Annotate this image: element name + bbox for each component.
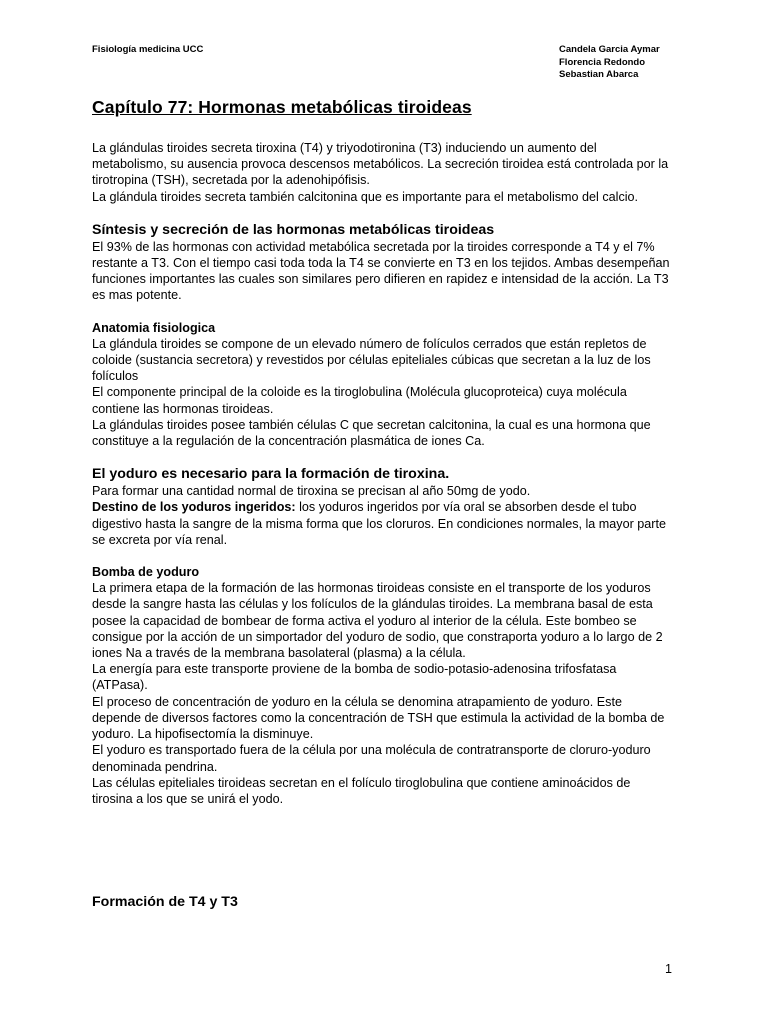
section-heading-sintesis: Síntesis y secreción de las hormonas metabólicas tiroideas xyxy=(92,221,495,238)
intro-paragraph: La glándula tiroides secreta también calcitonina que es importante para el metabolismo del calcio. xyxy=(92,189,639,204)
body-paragraph: El componente principal de la coloide es la tiroglobulina (Molécula glucoproteica) cuya molécula contiene las hormonas tiroideas. xyxy=(92,385,627,416)
author-name: Candela Garcia Aymar xyxy=(559,44,660,55)
subheading-bomba: Bomba de yoduro xyxy=(92,565,200,580)
header-course: Fisiología medicina UCC xyxy=(92,44,204,55)
body-paragraph: El 93% de las hormonas con actividad metabólica secretada por la tiroides corresponde a T4 y el 7% restante a T3. Con el tiempo casi toda toda la T4 se convierte en T3 en los tejidos. Ambas desempeñan funciones importantes las cuales son similares pero difieren en rapidez e intensidad de la acción. La T3 es mas potente. xyxy=(92,239,670,303)
intro-paragraph: La glándulas tiroides secreta tiroxina (T4) y triyodotironina (T3) induciendo un aumento del metabolismo, su ausencia provoca descensos metabólicos. La secreción tiroidea está controlada por la tirotropina (TSH), secretada por la adenohipófisis. xyxy=(92,141,669,188)
document-body xyxy=(92,96,672,911)
paragraph-lead: Destino de los yoduros ingeridos: xyxy=(92,500,296,515)
subheading-anatomia: Anatomia fisiologica xyxy=(92,320,216,335)
body-paragraph: Las células epiteliales tiroideas secretan en el folículo tiroglobulina que contiene aminoácidos de tirosina a los que se unirá el yodo. xyxy=(92,775,631,806)
header-authors xyxy=(559,44,660,82)
body-paragraph xyxy=(92,499,672,548)
paragraph-text: los yoduros ingeridos por vía oral se absorben desde el tubo digestivo hasta la sangre de la misma forma que los cloruros. En condiciones normales, la mayor parte se excreta por vía renal. xyxy=(92,500,666,547)
page-number: 1 xyxy=(664,962,672,976)
body-paragraph: Para formar una cantidad normal de tiroxina se precisan al año 50mg de yodo. xyxy=(92,484,531,499)
body-paragraph: El yoduro es transportado fuera de la célula por una molécula de contratransporte de cloruro-yoduro denominada pendrina. xyxy=(92,743,651,774)
author-name: Sebastian Abarca xyxy=(559,69,639,80)
body-paragraph: La glándula tiroides se compone de un elevado número de folículos cerrados que están repletos de coloide (sustancia secretora) y revestidos por células epiteliales cúbicas que secretan a la luz de los folículos xyxy=(92,336,651,384)
section-heading-yoduro: El yoduro es necesario para la formación de tiroxina. xyxy=(92,466,450,483)
body-paragraph: La glándulas tiroides posee también células C que secretan calcitonina, la cual es una hormona que constituye a la regulación de la concentración plasmática de iones Ca. xyxy=(92,417,651,449)
body-paragraph: La energía para este transporte proviene de la bomba de sodio-potasio-adenosina trifosfatasa (ATPasa). xyxy=(92,662,617,693)
section-heading-formacion: Formación de T4 y T3 xyxy=(92,894,238,911)
body-paragraph: La primera etapa de la formación de las hormonas tiroideas consiste en el transporte de los yoduros desde la sangre hasta las células y los folículos de la glándulas tiroides. La membrana basal de esta posee la capacidad de bombear de forma activa el yoduro al interior de la célula. Este bombeo se consigue por la acción de un simportador del yoduro de sodio, que constraporta yoduro a lo largo de 2 iones Na a través de la membrana basolateral (plasma) a la célula. xyxy=(92,581,663,661)
chapter-title: Capítulo 77: Hormonas metabólicas tiroideas xyxy=(92,97,472,117)
author-name: Florencia Redondo xyxy=(559,56,646,68)
body-paragraph: El proceso de concentración de yoduro en la célula se denomina atrapamiento de yoduro. Este depende de diversos factores como la concentración de TSH que estimula la actividad de la bomba de yoduro. La hipofisectomía la disminuye. xyxy=(92,694,665,742)
